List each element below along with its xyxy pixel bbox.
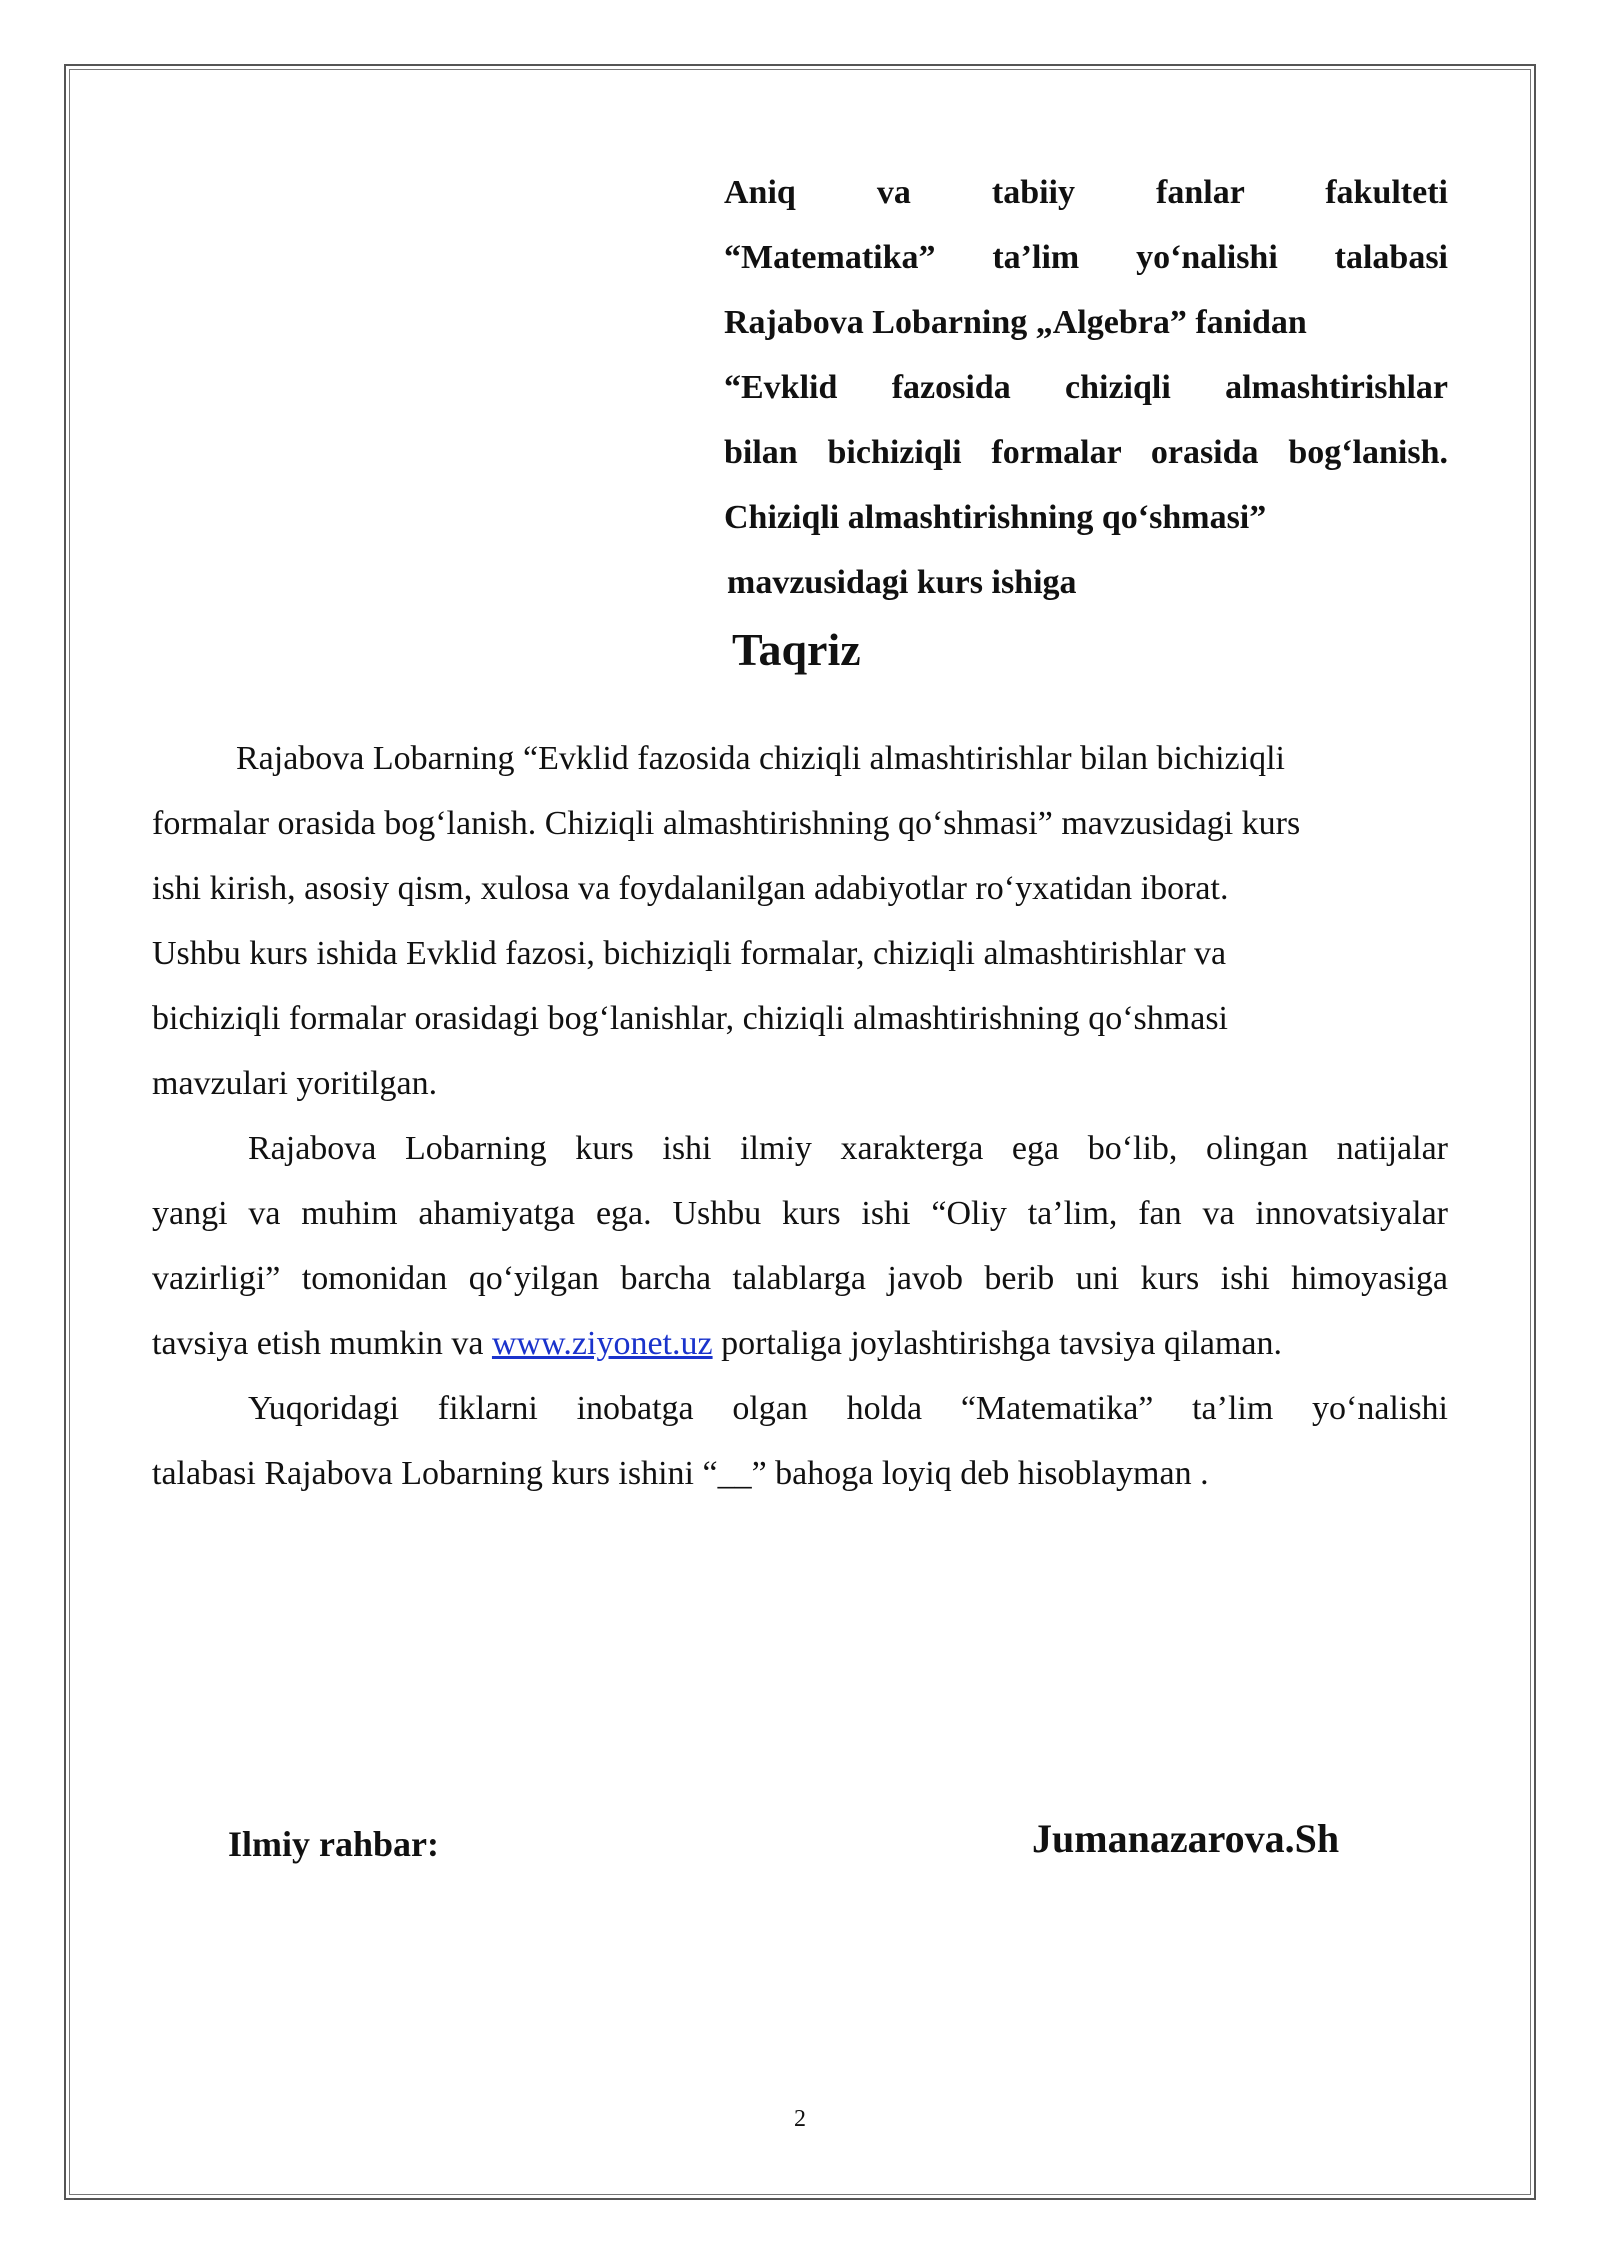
- heading-line: Rajabova Lobarning „Algebra” fanidan: [724, 304, 1307, 341]
- text-after-link: portaliga joylashtirishga tavsiya qilaman.: [712, 1325, 1282, 1362]
- paragraph-line: vazirligi” tomonidan qo‘yilgan barcha talablarga javob berib uni kurs ishi himoyasiga: [152, 1260, 1448, 1297]
- page-number: 2: [794, 2106, 806, 2132]
- signature-row: [0, 1815, 1600, 1875]
- document-title: Taqriz: [732, 624, 861, 675]
- supervisor-name: Jumanazarova.Sh: [1032, 1816, 1340, 1861]
- paragraph-line: ishi kirish, asosiy qism, xulosa va foydalanilgan adabiyotlar ro‘yxatidan iborat.: [152, 870, 1229, 907]
- review-body: [152, 726, 1448, 1506]
- heading-line: mavzusidagi kurs ishiga: [727, 564, 1077, 601]
- ziyonet-link[interactable]: www.ziyonet.uz: [491, 1325, 713, 1362]
- heading-line: “Evklid fazosida chiziqli almashtirishlar: [724, 369, 1448, 406]
- paragraph: [152, 1376, 1448, 1506]
- paragraph-line: mavzulari yoritilgan.: [152, 1065, 438, 1102]
- heading-line: “Matematika” ta’lim yo‘nalishi talabasi: [724, 239, 1448, 276]
- paragraph-line: yangi va muhim ahamiyatga ega. Ushbu kurs ishi “Oliy ta’lim, fan va innovatsiyalar: [152, 1195, 1448, 1232]
- paragraph: [152, 726, 1448, 1116]
- supervisor-label: Ilmiy rahbar:: [228, 1824, 439, 1864]
- paragraph-line: bichiziqli formalar orasidagi bog‘lanishlar, chiziqli almashtirishning qo‘shmasi: [152, 1000, 1228, 1037]
- text-before-link: tavsiya etish mumkin va: [152, 1325, 492, 1362]
- heading-block: [724, 160, 1448, 615]
- paragraph-line: Rajabova Lobarning kurs ishi ilmiy xarakterga ega bo‘lib, olingan natijalar: [248, 1130, 1448, 1167]
- heading-line: bilan bichiziqli formalar orasida bog‘lanish.: [724, 434, 1448, 471]
- paragraph-line: formalar orasida bog‘lanish. Chiziqli almashtirishning qo‘shmasi” mavzusidagi kurs: [152, 805, 1301, 842]
- heading-line: Chiziqli almashtirishning qo‘shmasi”: [724, 499, 1267, 536]
- paragraph-line: talabasi Rajabova Lobarning kurs ishini “__” bahoga loyiq deb hisoblayman .: [152, 1455, 1209, 1492]
- paragraph: [152, 1116, 1448, 1376]
- paragraph-line: [152, 1311, 1448, 1376]
- paragraph-line: Ushbu kurs ishida Evklid fazosi, bichiziqli formalar, chiziqli almashtirishlar va: [152, 935, 1227, 972]
- paragraph-line: Rajabova Lobarning “Evklid fazosida chiziqli almashtirishlar bilan bichiziqli: [236, 740, 1285, 777]
- paragraph-line: Yuqoridagi fiklarni inobatga olgan holda “Matematika” ta’lim yo‘nalishi: [248, 1390, 1448, 1427]
- heading-line: Aniq va tabiiy fanlar fakulteti: [724, 174, 1448, 211]
